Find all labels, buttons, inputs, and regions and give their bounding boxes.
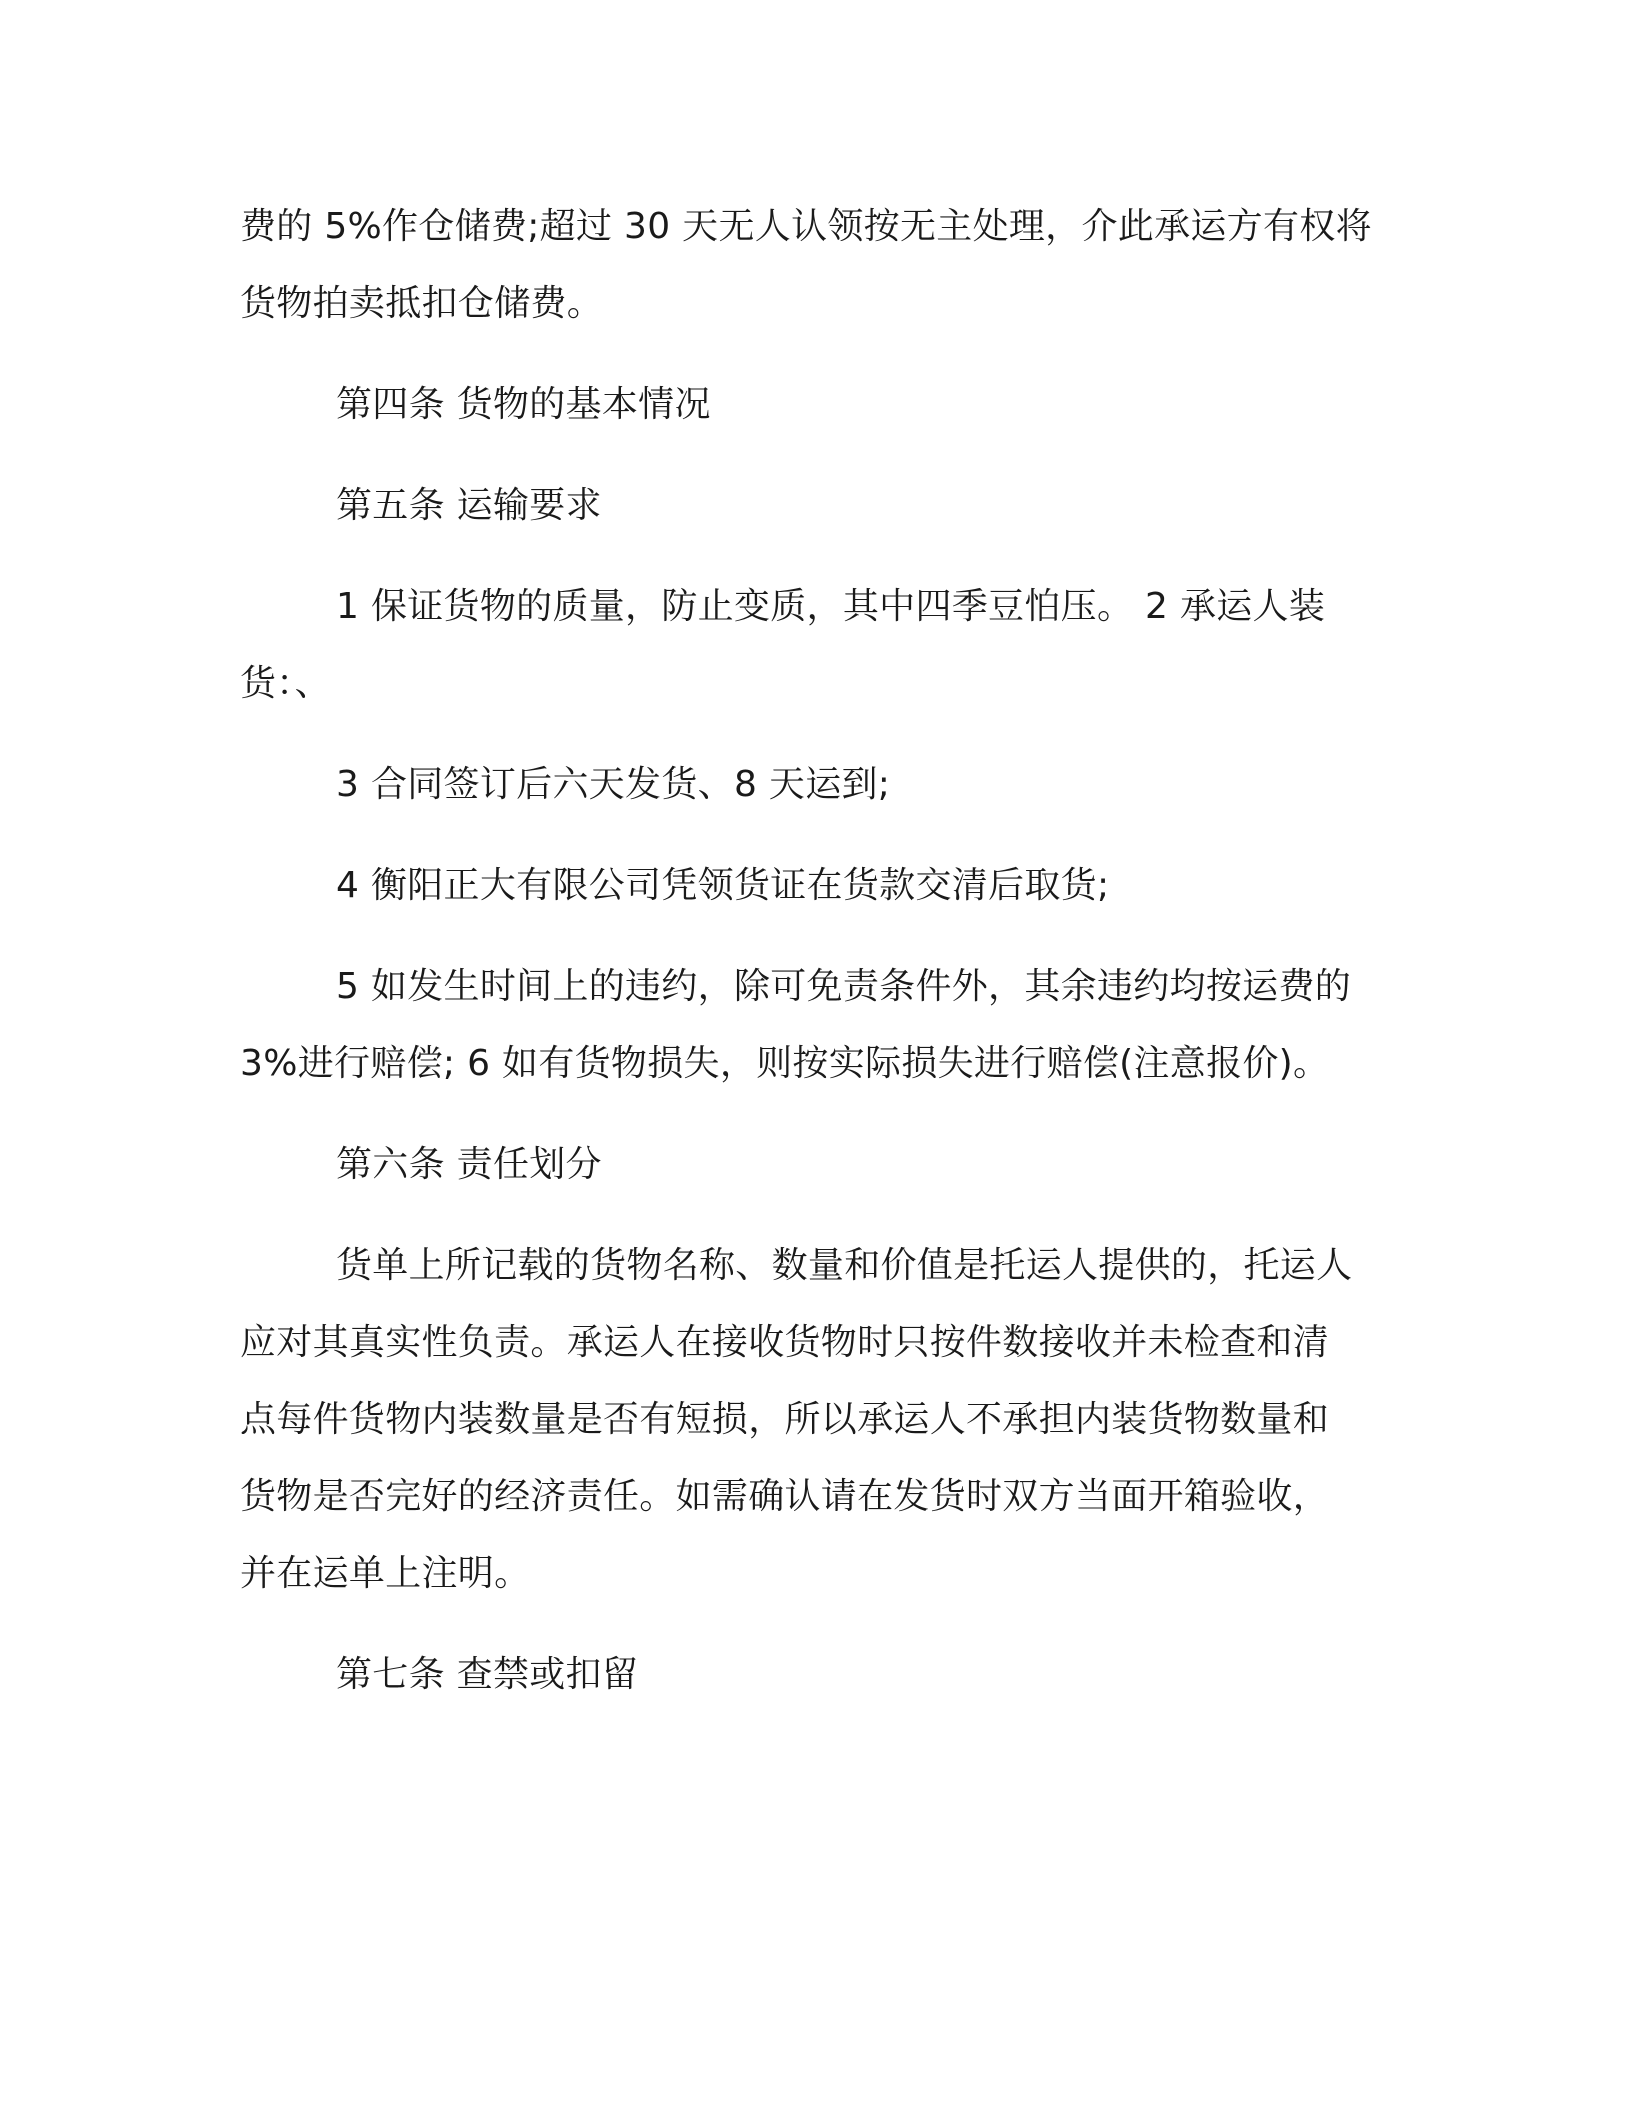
text-line: 3%进行赔偿; 6 如有货物损失，则按实际损失进行赔偿(注意报价)。 [240, 1043, 1330, 1084]
text-line: 第七条 查禁或扣留 [336, 1654, 639, 1695]
text-line: 5 如发生时间上的违约，除可免责条件外，其余违约均按运费的 [336, 966, 1352, 1007]
paragraph-gap [240, 1612, 1392, 1636]
paragraph-gap [240, 1102, 1392, 1126]
text-line: 货单上所记载的货物名称、数量和价值是托运人提供的，托运人 [336, 1245, 1353, 1286]
text-line: 应对其真实性负责。承运人在接收货物时只按件数接收并未检查和清 [240, 1322, 1330, 1363]
paragraph-gap [240, 443, 1392, 467]
text-line: 并在运单上注明。 [240, 1553, 531, 1594]
text-line: 货物拍卖抵扣仓储费。 [240, 283, 604, 324]
text-line: 4 衡阳正大有限公司凭领货证在货款交清后取货; [336, 865, 1110, 906]
text-line: 3 合同签订后六天发货、8 天运到; [336, 764, 891, 805]
text-line: 费的 5%作仓储费;超过 30 天无人认领按无主处理，介此承运方有权将 [240, 206, 1372, 247]
document-body [240, 188, 1392, 1713]
text-line: 第四条 货物的基本情况 [336, 384, 711, 425]
paragraph-gap [240, 544, 1392, 568]
text-line: 第五条 运输要求 [336, 485, 602, 526]
text-line: 货：、 [240, 663, 331, 704]
text-line: 1 保证货物的质量，防止变质，其中四季豆怕压。 2 承运人装 [336, 586, 1326, 627]
text-line: 点每件货物内装数量是否有短损，所以承运人不承担内装货物数量和 [240, 1399, 1330, 1440]
paragraph-gap [240, 722, 1392, 746]
paragraph-gap [240, 924, 1392, 948]
text-line: 第六条 责任划分 [336, 1144, 602, 1185]
paragraph-gap [240, 1203, 1392, 1227]
paragraph-gap [240, 342, 1392, 366]
text-line: 货物是否完好的经济责任。如需确认请在发货时双方当面开箱验收， [240, 1476, 1330, 1517]
paragraph-gap [240, 823, 1392, 847]
